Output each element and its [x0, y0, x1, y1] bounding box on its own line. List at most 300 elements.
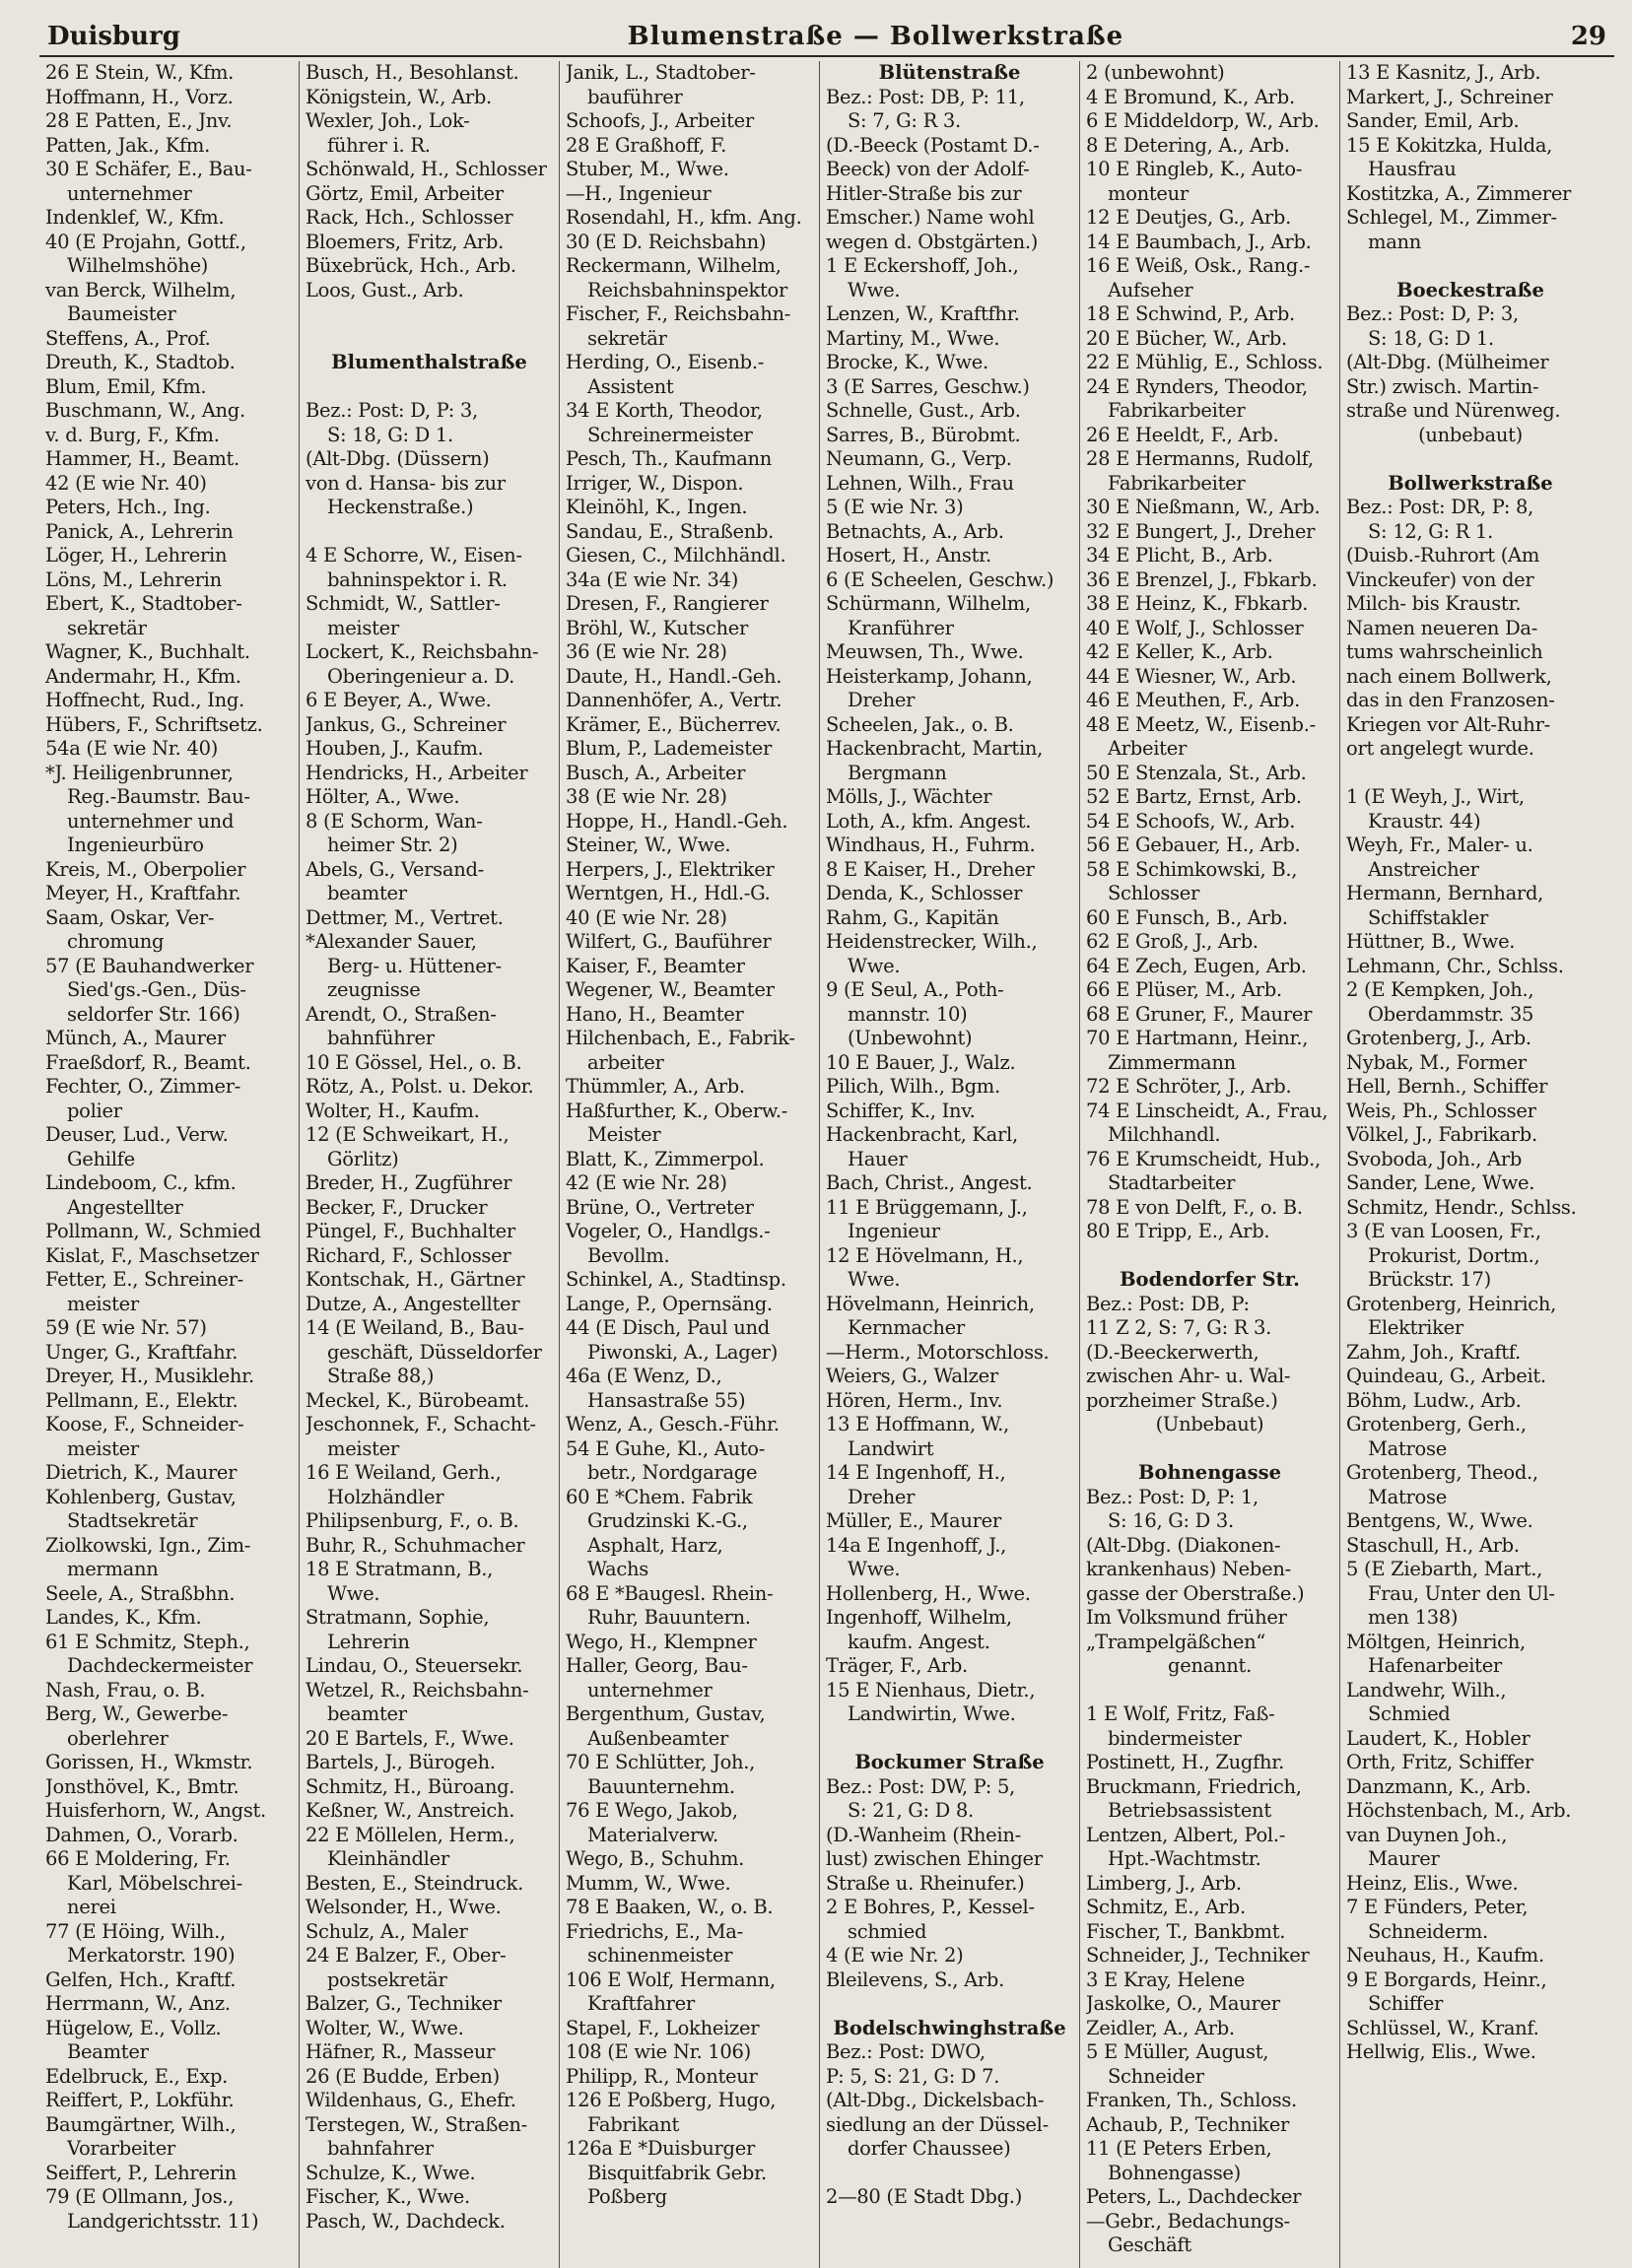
directory-entry-line: Straße 88,) — [327, 1365, 435, 1387]
directory-entry-line: Wachs — [587, 1558, 648, 1580]
directory-entry-line: Grotenberg, Heinrich, — [1346, 1292, 1557, 1315]
directory-entry-line: 70 E Schlütter, Joh., — [566, 1751, 756, 1773]
directory-entry-line: Krämer, E., Bücherrev. — [566, 712, 782, 736]
directory-entry-line: 40 (E wie Nr. 28) — [566, 905, 727, 929]
directory-entry-line: Bergmann — [848, 761, 947, 784]
directory-entry-line: Landwirtin, Wwe. — [848, 1702, 1016, 1725]
directory-entry-line: Weyh, Fr., Maler- u. — [1346, 834, 1533, 856]
directory-entry-line: Dreuth, K., Stadtob. — [45, 351, 236, 373]
directory-entry-line: (D.-Beeckerwerth, — [1086, 1340, 1259, 1364]
directory-entry-line: 52 E Bartz, Ernst, Arb. — [1086, 785, 1302, 808]
directory-entry-line: Meuwsen, Th., Wwe. — [826, 640, 1024, 663]
header-city: Duisburg — [47, 22, 180, 51]
directory-entry-line: schinenmeister — [587, 1944, 733, 1967]
directory-entry-line: Aufseher — [1108, 278, 1193, 301]
directory-entry-line: Hügelow, E., Vollz. — [45, 2016, 222, 2039]
directory-entry-line: Hollenberg, H., Wwe. — [826, 1581, 1031, 1605]
directory-entry-line: Herpers, J., Elektriker — [566, 857, 775, 881]
directory-entry-line: Kleinöhl, K., Ingen. — [566, 496, 748, 518]
directory-entry-line: Staschull, H., Arb. — [1346, 1533, 1520, 1557]
directory-entry-line: Jeschonnek, F., Schacht- — [306, 1413, 536, 1435]
directory-entry-line: Schönwald, H., Schlosser — [306, 158, 547, 180]
directory-entry-line: Wwe. — [327, 1581, 380, 1605]
directory-entry-line: 26 E Stein, W., Kfm. — [45, 61, 235, 84]
directory-entry-line: (D.-Beeck (Postamt D.- — [826, 133, 1040, 157]
directory-entry-line: Jonsthövel, K., Bmtr. — [45, 1774, 239, 1798]
directory-entry-line: schmied — [848, 1919, 927, 1943]
directory-entry-line: Bez.: Post: DWO, — [826, 2040, 986, 2063]
directory-entry-line: Betnachts, A., Arb. — [826, 519, 1004, 543]
directory-entry-line: monteur — [1108, 181, 1189, 205]
directory-entry-line: Schneider — [1108, 2064, 1204, 2088]
directory-entry-line: Merkatorstr. 190) — [67, 1944, 236, 1967]
directory-entry-line: mannstr. 10) — [848, 1002, 968, 1026]
directory-entry-line: Mölls, J., Wächter — [826, 785, 992, 808]
directory-entry-line: 46a (E Wenz, D., — [566, 1365, 722, 1387]
spacer — [1346, 447, 1595, 472]
directory-entry-line: krankenhaus) Neben- — [1086, 1558, 1291, 1580]
directory-entry-line: Schmied — [1368, 1702, 1451, 1725]
directory-entry-line: Arendt, O., Straßen- — [306, 1002, 497, 1026]
directory-entry-line: Zimmermann — [1108, 1050, 1236, 1074]
directory-entry-line: 42 (E wie Nr. 40) — [45, 471, 207, 495]
directory-entry-line: oberlehrer — [67, 1726, 169, 1750]
directory-entry-line: 8 E Kaiser, H., Dreher — [826, 857, 1035, 881]
directory-entry-line: Wenz, A., Gesch.-Führ. — [566, 1413, 780, 1435]
directory-entry-line: Breder, H., Zugführer — [306, 1171, 512, 1194]
directory-entry-line: Meister — [587, 1123, 661, 1146]
directory-entry-line: 2 (E Kempken, Joh., — [1346, 978, 1534, 1001]
directory-entry-line: 56 E Gebauer, H., Arb. — [1086, 834, 1301, 856]
directory-entry-line: Kraustr. 44) — [1368, 809, 1481, 833]
directory-entry-line: 76 E Krumscheidt, Hub., — [1086, 1147, 1321, 1170]
directory-entry-line: Berg, W., Gewerbe- — [45, 1702, 229, 1725]
directory-entry-line: Milch- bis Kraustr. — [1346, 592, 1522, 615]
directory-entry-line: 28 E Hermanns, Rudolf, — [1086, 447, 1314, 470]
directory-entry-line: Piwonski, A., Lager) — [587, 1340, 779, 1364]
directory-entry-line: „Trampelgäßchen“ — [1086, 1630, 1265, 1653]
directory-entry-line: chromung — [67, 930, 165, 953]
directory-entry-line: bahnführer — [327, 1027, 435, 1049]
directory-entry-line: Berg- u. Hüttener- — [327, 954, 502, 977]
directory-entry-line: Straße u. Rheinufer.) — [826, 1871, 1025, 1895]
directory-entry-line: Reg.-Baumstr. Bau- — [67, 785, 250, 808]
directory-entry-line: Oberingenieur a. D. — [327, 664, 515, 688]
directory-entry-line: Dreyer, H., Musiklehr. — [45, 1365, 254, 1387]
directory-entry-line: kaufm. Angest. — [848, 1630, 990, 1653]
directory-entry-line: 54 E Guhe, Kl., Auto- — [566, 1436, 765, 1460]
directory-entry-line: Schlosser — [1108, 882, 1199, 904]
directory-entry-line: Heinz, Elis., Wwe. — [1346, 1871, 1519, 1895]
directory-entry-line: 4 E Bromund, K., Arb. — [1086, 85, 1295, 108]
directory-entry-line: wegen d. Obstgärten.) — [826, 230, 1039, 253]
directory-entry-line: Außenbeamter — [587, 1726, 729, 1750]
directory-entry-line: Steffens, A., Prof. — [45, 326, 211, 350]
directory-entry-line: Fischer, K., Wwe. — [306, 2185, 470, 2208]
directory-entry-line: 14 (E Weiland, B., Bau- — [306, 1316, 524, 1339]
directory-entry-line: Fischer, F., Reichsbahn- — [566, 302, 791, 325]
directory-entry-line: 40 E Wolf, J., Schlosser — [1086, 616, 1304, 639]
street-heading: Bockumer Straße — [854, 1751, 1045, 1773]
directory-entry-line: Besten, E., Steindruck. — [306, 1871, 523, 1895]
directory-entry-line: Koose, F., Schneider- — [45, 1413, 244, 1435]
directory-entry-line: Herrmann, W., Anz. — [45, 1992, 231, 2015]
directory-entry-line: P: 5, S: 21, G: D 7. — [826, 2064, 1000, 2088]
directory-entry-line: Baumgärtner, Wilh., — [45, 2112, 237, 2136]
directory-entry-line: 66 E Plüser, M., Arb. — [1086, 978, 1282, 1001]
directory-entry-line: bahninspektor i. R. — [327, 567, 508, 591]
directory-entry-line: Matrose — [1368, 1485, 1447, 1508]
directory-entry-line: Philipp, R., Monteur — [566, 2064, 758, 2088]
directory-entry-line: Blatt, K., Zimmerpol. — [566, 1147, 765, 1170]
directory-entry-line: Betriebsassistent — [1108, 1799, 1271, 1822]
directory-entry-line: 46 E Meuthen, F., Arb. — [1086, 689, 1300, 711]
directory-entry-line: Ingenieur — [848, 1220, 940, 1242]
directory-entry-line: Häfner, R., Masseur — [306, 2040, 496, 2063]
directory-entry-line: Rötz, A., Polst. u. Dekor. — [306, 1075, 534, 1098]
directory-entry-line: Schlüssel, W., Kranf. — [1346, 2016, 1539, 2039]
directory-entry-line: Dreher — [848, 689, 916, 711]
directory-entry-line: *Alexander Sauer, — [306, 930, 477, 953]
directory-entry-line: zwischen Ahr- u. Wal- — [1086, 1365, 1291, 1387]
directory-entry-line: Schlegel, M., Zimmer- — [1346, 206, 1557, 229]
directory-entry-line: Pasch, W., Dachdeck. — [306, 2209, 506, 2233]
directory-entry-line: Loos, Gust., Arb. — [306, 278, 464, 301]
directory-entry-line: 15 E Kokitzka, Hulda, — [1346, 133, 1553, 157]
directory-entry-line: führer i. R. — [327, 133, 431, 157]
directory-entry-line: Hendricks, H., Arbeiter — [306, 761, 528, 784]
directory-entry-line: Kleinhändler — [327, 1847, 449, 1870]
directory-entry-line: mann — [1368, 230, 1422, 253]
directory-entry-line: 38 E Heinz, K., Fbkarb. — [1086, 592, 1309, 615]
directory-entry-line: (Alt-Dbg. (Diakonen- — [1086, 1533, 1281, 1557]
directory-entry-line: betr., Nordgarage — [587, 1461, 758, 1484]
directory-entry-line: Prokurist, Dortm., — [1368, 1243, 1540, 1267]
column-5 — [1080, 61, 1340, 2268]
directory-entry-line: Windhaus, H., Fuhrm. — [826, 834, 1036, 856]
directory-entry-line: Wwe. — [848, 1268, 901, 1291]
directory-entry-line: Weis, Ph., Schlosser — [1346, 1099, 1536, 1122]
directory-entry-line: Nash, Frau, o. B. — [45, 1678, 206, 1701]
directory-entry-line: Neuhaus, H., Kaufm. — [1346, 1944, 1544, 1967]
directory-entry-line: Keßner, W., Anstreich. — [306, 1799, 515, 1822]
directory-entry-line: Bez.: Post: D, P: 3, — [306, 399, 478, 422]
directory-entry-line: Scheelen, Jak., o. B. — [826, 712, 1014, 736]
directory-entry-line: Bleilevens, S., Arb. — [826, 1968, 1004, 1991]
directory-entry-line: Schürmann, Wilhelm, — [826, 592, 1031, 615]
directory-entry-line: Bruckmann, Friedrich, — [1086, 1774, 1302, 1798]
directory-entry-line: 38 (E wie Nr. 28) — [566, 785, 727, 808]
directory-entry-line: Buschmann, W., Ang. — [45, 399, 245, 422]
directory-entry-line: Neumann, G., Verp. — [826, 447, 1012, 470]
street-heading: Bollwerkstraße — [1388, 471, 1553, 495]
directory-entry-line: Janik, L., Stadtober- — [566, 61, 756, 84]
directory-entry-line: Hausfrau — [1368, 158, 1457, 180]
directory-entry-line: Becker, F., Drucker — [306, 1195, 488, 1219]
directory-entry-line: Möltgen, Heinrich, — [1346, 1630, 1526, 1653]
directory-entry-line: Pellmann, E., Elektr. — [45, 1388, 238, 1412]
directory-entry-line: Rack, Hch., Schlosser — [306, 206, 513, 229]
header-title: Blumenstraße — Bollwerkstraße — [627, 22, 1124, 51]
directory-entry-line: Stratmann, Sophie, — [306, 1606, 490, 1629]
directory-entry-line: 54 E Schoofs, W., Arb. — [1086, 809, 1296, 833]
directory-entry-line: 106 E Wolf, Hermann, — [566, 1968, 776, 1991]
directory-entry-line: Matrose — [1368, 1436, 1447, 1460]
directory-entry-line: straße und Nürenweg. — [1346, 399, 1561, 422]
directory-entry-line: Schmitz, Hendr., Schlss. — [1346, 1195, 1577, 1219]
directory-entry-line: polier — [67, 1099, 122, 1122]
directory-entry-line: Kraftfahrer — [587, 1992, 695, 2015]
directory-entry-line: Svoboda, Joh., Arb — [1346, 1147, 1523, 1170]
directory-entry-line: Grotenberg, J., Arb. — [1346, 1027, 1531, 1049]
directory-entry-line: 6 (E Scheelen, Geschw.) — [826, 567, 1054, 591]
directory-entry-line: Bez.: Post: D, P: 3, — [1346, 302, 1519, 325]
directory-entry-line: 8 E Detering, A., Arb. — [1086, 133, 1290, 157]
directory-entry-line: Quindeau, G., Arbeit. — [1346, 1365, 1546, 1387]
directory-entry-line: (Alt-Dbg. (Mülheimer — [1346, 351, 1549, 373]
column-4 — [820, 61, 1080, 2268]
directory-entry-line: 78 E Baaken, W., o. B. — [566, 1896, 774, 1918]
directory-entry-line: Panick, A., Lehrerin — [45, 519, 234, 543]
directory-entry-line: (unbebaut) — [1418, 423, 1523, 446]
directory-entry-line: 13 E Hoffmann, W., — [826, 1413, 1009, 1435]
directory-entry-line: S: 12, G: R 1. — [1368, 519, 1493, 543]
spacer — [1346, 254, 1595, 279]
directory-entry-line: Bohnengasse) — [1108, 2161, 1241, 2184]
directory-entry-line: Schiffstakler — [1368, 905, 1488, 929]
directory-entry-line: Heidenstrecker, Wilh., — [826, 930, 1038, 953]
directory-entry-line: Hölter, A., Wwe. — [306, 785, 460, 808]
directory-entry-line: Büxebrück, Hch., Arb. — [306, 254, 516, 277]
directory-entry-line: Völkel, J., Fabrikarb. — [1346, 1123, 1537, 1146]
directory-entry-line: bauführer — [587, 85, 683, 108]
directory-entry-line: von d. Hansa- bis zur — [306, 471, 506, 495]
directory-entry-line: van Berck, Wilhelm, — [45, 278, 237, 301]
directory-entry-line: 72 E Schröter, J., Arb. — [1086, 1075, 1292, 1098]
directory-entry-line: Peters, L., Dachdecker — [1086, 2185, 1302, 2208]
directory-entry-line: 24 E Rynders, Theodor, — [1086, 374, 1308, 398]
directory-entry-line: Hauer — [848, 1147, 908, 1170]
directory-entry-line: —Gebr., Bedachungs- — [1086, 2209, 1290, 2233]
directory-entry-line: *J. Heiligenbrunner, — [45, 761, 234, 784]
directory-entry-line: Reiffert, P., Lokführ. — [45, 2089, 235, 2111]
directory-entry-line: 44 E Wiesner, W., Arb. — [1086, 664, 1297, 688]
directory-entry-line: Nybak, M., Former — [1346, 1050, 1527, 1074]
directory-entry-line: 10 E Gössel, Hel., o. B. — [306, 1050, 522, 1074]
directory-entry-line: 34a (E wie Nr. 34) — [566, 567, 739, 591]
directory-entry-line: Loth, A., kfm. Angest. — [826, 809, 1032, 833]
directory-entry-line: Balzer, G., Techniker — [306, 1992, 502, 2015]
directory-entry-line: (Unbewohnt) — [848, 1027, 973, 1049]
directory-entry-line: Denda, K., Schlosser — [826, 882, 1023, 904]
directory-entry-line: 12 E Deutjes, G., Arb. — [1086, 206, 1291, 229]
directory-entry-line: Thümmler, A., Arb. — [566, 1075, 745, 1098]
directory-entry-line: 14 E Baumbach, J., Arb. — [1086, 230, 1312, 253]
directory-entry-line: Laudert, K., Hobler — [1346, 1726, 1530, 1750]
directory-entry-line: Bez.: Post: DB, P: 11, — [826, 85, 1025, 108]
directory-entry-line: 2 (unbewohnt) — [1086, 61, 1225, 84]
directory-entry-line: Dachdeckermeister — [67, 1654, 253, 1677]
spacer — [306, 375, 553, 400]
directory-entry-line: 8 (E Schorm, Wan- — [306, 809, 483, 833]
directory-entry-line: lust) zwischen Ehinger — [826, 1847, 1043, 1870]
directory-entry-line: tums wahrscheinlich — [1346, 640, 1543, 663]
directory-entry-line: Ingenieurbüro — [67, 834, 204, 856]
directory-entry-line: Maurer — [1368, 1847, 1440, 1870]
directory-entry-line: Unger, G., Kraftfahr. — [45, 1340, 238, 1364]
directory-entry-line: v. d. Burg, F., Kfm. — [45, 423, 220, 446]
directory-entry-line: 1 E Wolf, Fritz, Faß- — [1086, 1702, 1275, 1725]
directory-entry-line: 60 E Funsch, B., Arb. — [1086, 905, 1288, 929]
directory-entry-line: S: 7, G: R 3. — [848, 109, 961, 132]
directory-entry-line: 30 (E D. Reichsbahn) — [566, 230, 767, 253]
directory-entry-line: —H., Ingenieur — [566, 181, 712, 205]
directory-entry-line: Wilhelmshöhe) — [67, 254, 209, 277]
directory-entry-line: Görtz, Emil, Arbeiter — [306, 181, 504, 205]
directory-entry-line: Busch, A., Arbeiter — [566, 761, 746, 784]
directory-entry-line: 13 E Kasnitz, J., Arb. — [1346, 61, 1541, 84]
directory-entry-line: 58 E Schimkowski, B., — [1086, 857, 1298, 881]
directory-entry-line: Hilchenbach, E., Fabrik- — [566, 1027, 795, 1049]
directory-entry-line: Geschäft — [1108, 2234, 1191, 2256]
directory-entry-line: 76 E Wego, Jakob, — [566, 1799, 738, 1822]
directory-entry-line: Löns, M., Lehrerin — [45, 567, 222, 591]
directory-entry-line: Wilfert, G., Bauführer — [566, 930, 772, 953]
street-heading: Bodendorfer Str. — [1120, 1268, 1300, 1291]
directory-entry-line: Sander, Lene, Wwe. — [1346, 1171, 1535, 1194]
directory-entry-line: Hoppe, H., Handl.-Geh. — [566, 809, 788, 833]
directory-entry-line: Elektriker — [1368, 1316, 1463, 1339]
directory-entry-line: Andermahr, H., Kfm. — [45, 664, 241, 688]
directory-entry-line: Bauunternehm. — [587, 1774, 735, 1798]
directory-entry-line: Orth, Fritz, Schiffer — [1346, 1751, 1533, 1773]
directory-entry-line: Irriger, W., Dispon. — [566, 471, 744, 495]
directory-entry-line: Ziolkowski, Ign., Zim- — [45, 1533, 251, 1557]
directory-entry-line: meister — [67, 1436, 139, 1460]
directory-entry-line: Anstreicher — [1368, 857, 1479, 881]
directory-entry-line: Grudzinski K.-G., — [587, 1509, 748, 1532]
directory-entry-line: Fischer, T., Bankbmt. — [1086, 1919, 1286, 1943]
directory-entry-line: 28 E Graßhoff, F. — [566, 133, 727, 157]
directory-entry-line: Mumm, W., Wwe. — [566, 1871, 731, 1895]
directory-entry-line: 77 (E Höing, Wilh., — [45, 1919, 226, 1943]
directory-entry-line: 6 E Middeldorp, W., Arb. — [1086, 109, 1320, 132]
directory-entry-line: Im Volksmund früher — [1086, 1606, 1287, 1629]
spacer — [826, 1727, 1073, 1752]
spacer — [306, 520, 553, 545]
directory-entry-line: Materialverw. — [587, 1823, 718, 1846]
directory-entry-line: Jankus, G., Schreiner — [306, 712, 507, 736]
directory-entry-line: Fraeßdorf, R., Beamt. — [45, 1050, 251, 1074]
directory-entry-line: Weiers, G., Walzer — [826, 1365, 998, 1387]
directory-entry-line: 2 E Bohres, P., Kessel- — [826, 1896, 1035, 1918]
directory-entry-line: Hano, H., Beamter — [566, 1002, 744, 1026]
directory-entry-line: Richard, F., Schlosser — [306, 1243, 511, 1267]
directory-entry-line: Lehrerin — [327, 1630, 410, 1653]
directory-entry-line: 22 E Mühlig, E., Schloss. — [1086, 351, 1324, 373]
directory-entry-line: Busch, H., Besohlanst. — [306, 61, 519, 84]
directory-entry-line: Zahm, Joh., Kraftf. — [1346, 1340, 1521, 1364]
directory-entry-line: Dresen, F., Rangierer — [566, 592, 769, 615]
directory-entry-line: Patten, Jak., Kfm. — [45, 133, 210, 157]
directory-entry-line: Fechter, O., Zimmer- — [45, 1075, 241, 1098]
directory-entry-line: Wwe. — [848, 954, 901, 977]
directory-entry-line: Vogeler, O., Handlgs.- — [566, 1220, 771, 1242]
directory-entry-line: 68 E Gruner, F., Maurer — [1086, 1002, 1313, 1026]
directory-entry-line: siedlung an der Düssel- — [826, 2112, 1049, 2136]
directory-entry-line: Wwe. — [848, 1558, 901, 1580]
directory-entry-line: 3 E Kray, Helene — [1086, 1968, 1245, 1991]
directory-entry-line: 10 E Bauer, J., Walz. — [826, 1050, 1016, 1074]
directory-entry-line: Philipsenburg, F., o. B. — [306, 1509, 519, 1532]
directory-entry-line: Kohlenberg, Gustav, — [45, 1485, 237, 1508]
directory-entry-line: bahnfahrer — [327, 2137, 434, 2160]
directory-entry-line: Landwirt — [848, 1436, 934, 1460]
directory-entry-line: Pollmann, W., Schmied — [45, 1220, 261, 1242]
directory-entry-line: Sander, Emil, Arb. — [1346, 109, 1520, 132]
directory-entry-line: Reckermann, Wilhelm, — [566, 254, 782, 277]
directory-entry-line: S: 16, G: D 3. — [1108, 1509, 1234, 1532]
directory-entry-line: Hövelmann, Heinrich, — [826, 1292, 1035, 1315]
directory-entry-line: Buhr, R., Schuhmacher — [306, 1533, 525, 1557]
directory-entry-line: zeugnisse — [327, 978, 421, 1001]
directory-entry-line: 36 (E wie Nr. 28) — [566, 640, 727, 663]
directory-entry-line: Haßfurther, K., Oberw.- — [566, 1099, 788, 1122]
directory-entry-line: Böhm, Ludw., Arb. — [1346, 1388, 1522, 1412]
directory-entry-line: Hitler-Straße bis zur — [826, 181, 1022, 205]
directory-entry-line: Meckel, K., Bürobeamt. — [306, 1388, 530, 1412]
directory-entry-line: Namen neueren Da- — [1346, 616, 1538, 639]
directory-entry-line: 18 E Stratmann, B., — [306, 1558, 494, 1580]
directory-entry-line: 80 E Tripp, E., Arb. — [1086, 1220, 1270, 1242]
spacer — [1346, 762, 1595, 786]
directory-entry-line: (Alt-Dbg., Dickelsbach- — [826, 2089, 1045, 2111]
directory-entry-line: Sarres, B., Bürobmt. — [826, 423, 1021, 446]
directory-entry-line: Bloemers, Fritz, Arb. — [306, 230, 504, 253]
directory-entry-line: Landwehr, Wilh., — [1346, 1678, 1507, 1701]
directory-entry-line: Hpt.-Wachtmstr. — [1108, 1847, 1261, 1870]
directory-entry-line: Frau, Unter den Ul- — [1368, 1581, 1555, 1605]
directory-entry-line: genannt. — [1168, 1654, 1252, 1677]
directory-entry-line: Ebert, K., Stadtober- — [45, 592, 242, 615]
directory-entry-line: Brückstr. 17) — [1368, 1268, 1491, 1291]
directory-entry-line: Danzmann, K., Arb. — [1346, 1774, 1531, 1798]
directory-entry-line: 26 E Heeldt, F., Arb. — [1086, 423, 1279, 446]
directory-entry-line: (Alt-Dbg. (Düssern) — [306, 447, 490, 470]
directory-entry-line: Oberdammstr. 35 — [1368, 1002, 1534, 1026]
directory-entry-line: Gelfen, Hch., Kraftf. — [45, 1968, 237, 1991]
directory-entry-line: beamter — [327, 882, 407, 904]
directory-entry-line: 3 (E Sarres, Geschw.) — [826, 374, 1030, 398]
directory-entry-line: 42 E Keller, K., Arb. — [1086, 640, 1273, 663]
directory-entry-line: 16 E Weiland, Gerh., — [306, 1461, 502, 1484]
directory-entry-line: (D.-Wanheim (Rhein- — [826, 1823, 1021, 1846]
directory-entry-line: Stadtsekretär — [67, 1509, 198, 1532]
directory-entry-line: 1 E Eckershoff, Joh., — [826, 254, 1019, 277]
directory-entry-line: Vinckeufer) von der — [1346, 567, 1534, 591]
directory-entry-line: Giesen, C., Milchhändl. — [566, 544, 786, 567]
directory-entry-line: Wildenhaus, G., Ehefr. — [306, 2089, 516, 2111]
directory-entry-line: beamter — [327, 1702, 407, 1725]
directory-entry-line: Milchhandl. — [1108, 1123, 1221, 1146]
directory-entry-line: 30 E Schäfer, E., Bau- — [45, 158, 252, 180]
directory-entry-line: Hell, Bernh., Schiffer — [1346, 1075, 1548, 1098]
directory-entry-line: Stapel, F., Lokheizer — [566, 2016, 760, 2039]
directory-entry-line: Dettmer, M., Vertret. — [306, 905, 504, 929]
directory-entry-line: Bentgens, W., Wwe. — [1346, 1509, 1533, 1532]
directory-entry-line: Püngel, F., Buchhalter — [306, 1220, 515, 1242]
spacer — [1086, 1244, 1333, 1269]
